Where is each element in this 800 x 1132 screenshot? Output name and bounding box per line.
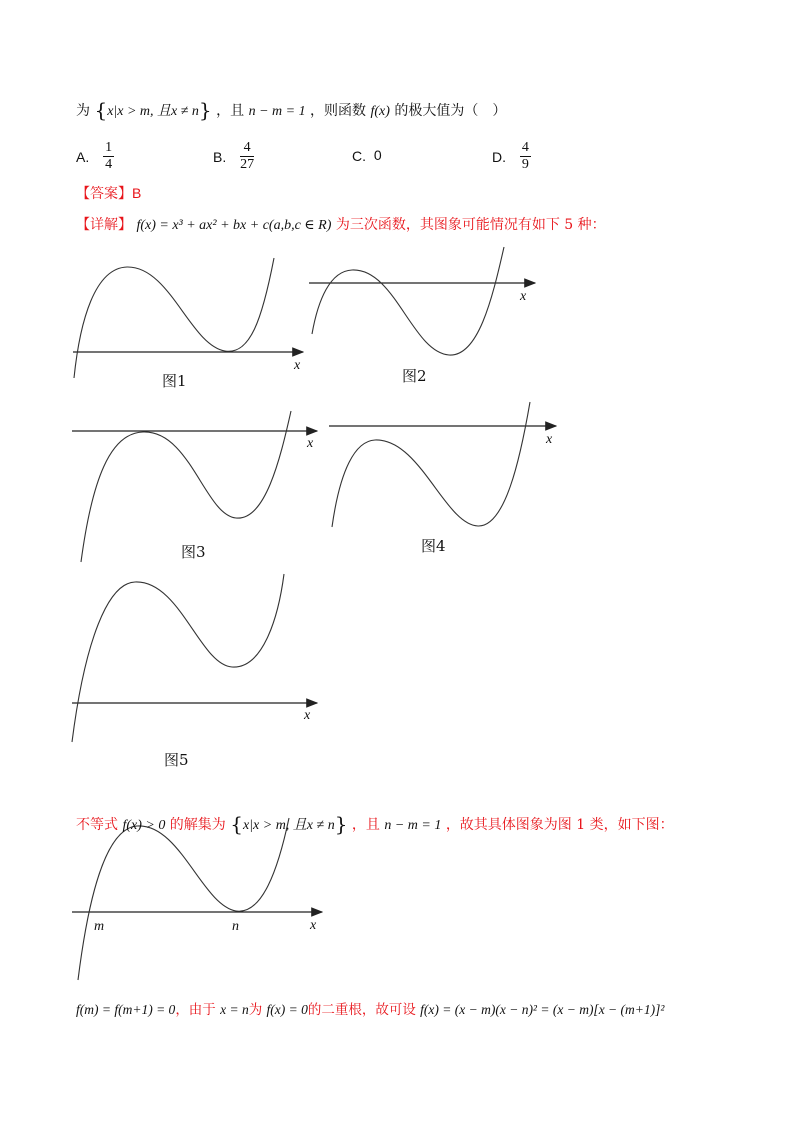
option-b-fraction: $\frac{4}{27}$	[240, 140, 255, 172]
conclusion-t2: 为	[248, 1002, 263, 1018]
inequality-t4: ，故其具体图象为图 1 类，如下图：	[445, 817, 674, 833]
detail-formula: f(x) = x³ + ax² + bx + c(a,b,c ∈ R)	[136, 218, 332, 233]
figure-5	[72, 574, 317, 769]
inequality-expr: f(x) > 0	[122, 818, 166, 833]
figure-5-axis-label: x	[304, 708, 311, 723]
answer-tag: 【答案】	[76, 185, 132, 201]
inequality-line: 不等式 f(x) > 0 的解集为 {x|x > m, 且x ≠ n} ，且 n − m = 1 ，故其具体图象为图 1 类，如下图：	[76, 812, 674, 836]
final-figure-axis-label: x	[310, 918, 317, 933]
figure-1	[73, 258, 303, 390]
conclusion-e4: f(x) = (x − m)(x − n)² = (x − m)[x − (m+1)]²	[420, 1002, 665, 1017]
inequality-t1: 不等式	[76, 817, 118, 833]
figure-5-caption: 图5	[164, 751, 189, 769]
detail-text: 为三次函数，其图象可能情况有如下 5 种：	[335, 217, 606, 233]
conclusion-e3: f(x) = 0	[266, 1002, 308, 1017]
conclusion-t1: ，由于	[175, 1002, 216, 1018]
question-function: f(x)	[370, 104, 390, 119]
figure-1-axis-label: x	[294, 358, 301, 373]
conclusion-e1: f(m) = f(m+1) = 0	[76, 1002, 176, 1017]
question-line: 为 {x|x > m, 且x ≠ n} ，且 n − m = 1 ，则函数 f(x) 的极大值为（ ）	[76, 98, 507, 122]
detail-tag: 【详解】	[76, 217, 132, 233]
question-set: x|x > m, 且x ≠ n	[107, 104, 199, 119]
figure-3-caption: 图3	[181, 543, 206, 561]
figure-4-axis-label: x	[546, 432, 553, 447]
option-c[interactable]: C. 0	[352, 147, 382, 165]
option-a-fraction: $\frac{1}{4}$	[105, 140, 113, 172]
figure-3	[72, 411, 317, 562]
figure-2	[309, 247, 535, 385]
conclusion-t3: 的二重根，故可设	[307, 1002, 416, 1018]
option-d-fraction: $\frac{4}{9}$	[521, 140, 529, 172]
answer-value: B	[132, 185, 142, 201]
figure-4-caption: 图4	[421, 537, 446, 555]
figure-1-curve	[74, 258, 274, 378]
final-figure	[72, 818, 322, 980]
question-suffix1: ，则函数	[310, 103, 367, 119]
figure-2-caption: 图2	[402, 367, 427, 385]
option-d[interactable]: D. $\frac{4}{9}$	[492, 140, 529, 172]
option-a[interactable]: A. $\frac{1}{4}$	[76, 140, 113, 172]
final-figure-label-n: n	[232, 919, 239, 934]
inequality-set: x|x > m, 且x ≠ n	[242, 818, 335, 833]
option-c-value: 0	[373, 147, 382, 163]
inequality-cond: n − m = 1	[384, 818, 442, 833]
question-mid: ，且	[216, 103, 245, 119]
final-figure-curve	[78, 818, 289, 980]
figure-1-caption: 图1	[162, 372, 187, 390]
figure-2-curve	[312, 247, 504, 355]
final-figure-label-m: m	[94, 919, 105, 934]
inequality-t2: 的解集为	[169, 817, 226, 833]
question-condition: n − m = 1	[248, 104, 306, 119]
figure-4-curve	[332, 402, 530, 527]
figure-2-axis-label: x	[520, 289, 527, 304]
conclusion-line	[76, 1000, 664, 1020]
figure-4	[329, 402, 556, 555]
option-b[interactable]: B. $\frac{4}{27}$	[213, 140, 255, 172]
figure-3-axis-label: x	[307, 436, 314, 451]
question-suffix2: 的极大值为（ ）	[394, 103, 507, 119]
question-prefix: 为	[76, 103, 90, 119]
inequality-t3: ，且	[351, 817, 380, 833]
figure-3-curve	[81, 411, 291, 562]
figure-5-curve	[72, 574, 284, 742]
conclusion-e2: x = n	[220, 1002, 249, 1017]
